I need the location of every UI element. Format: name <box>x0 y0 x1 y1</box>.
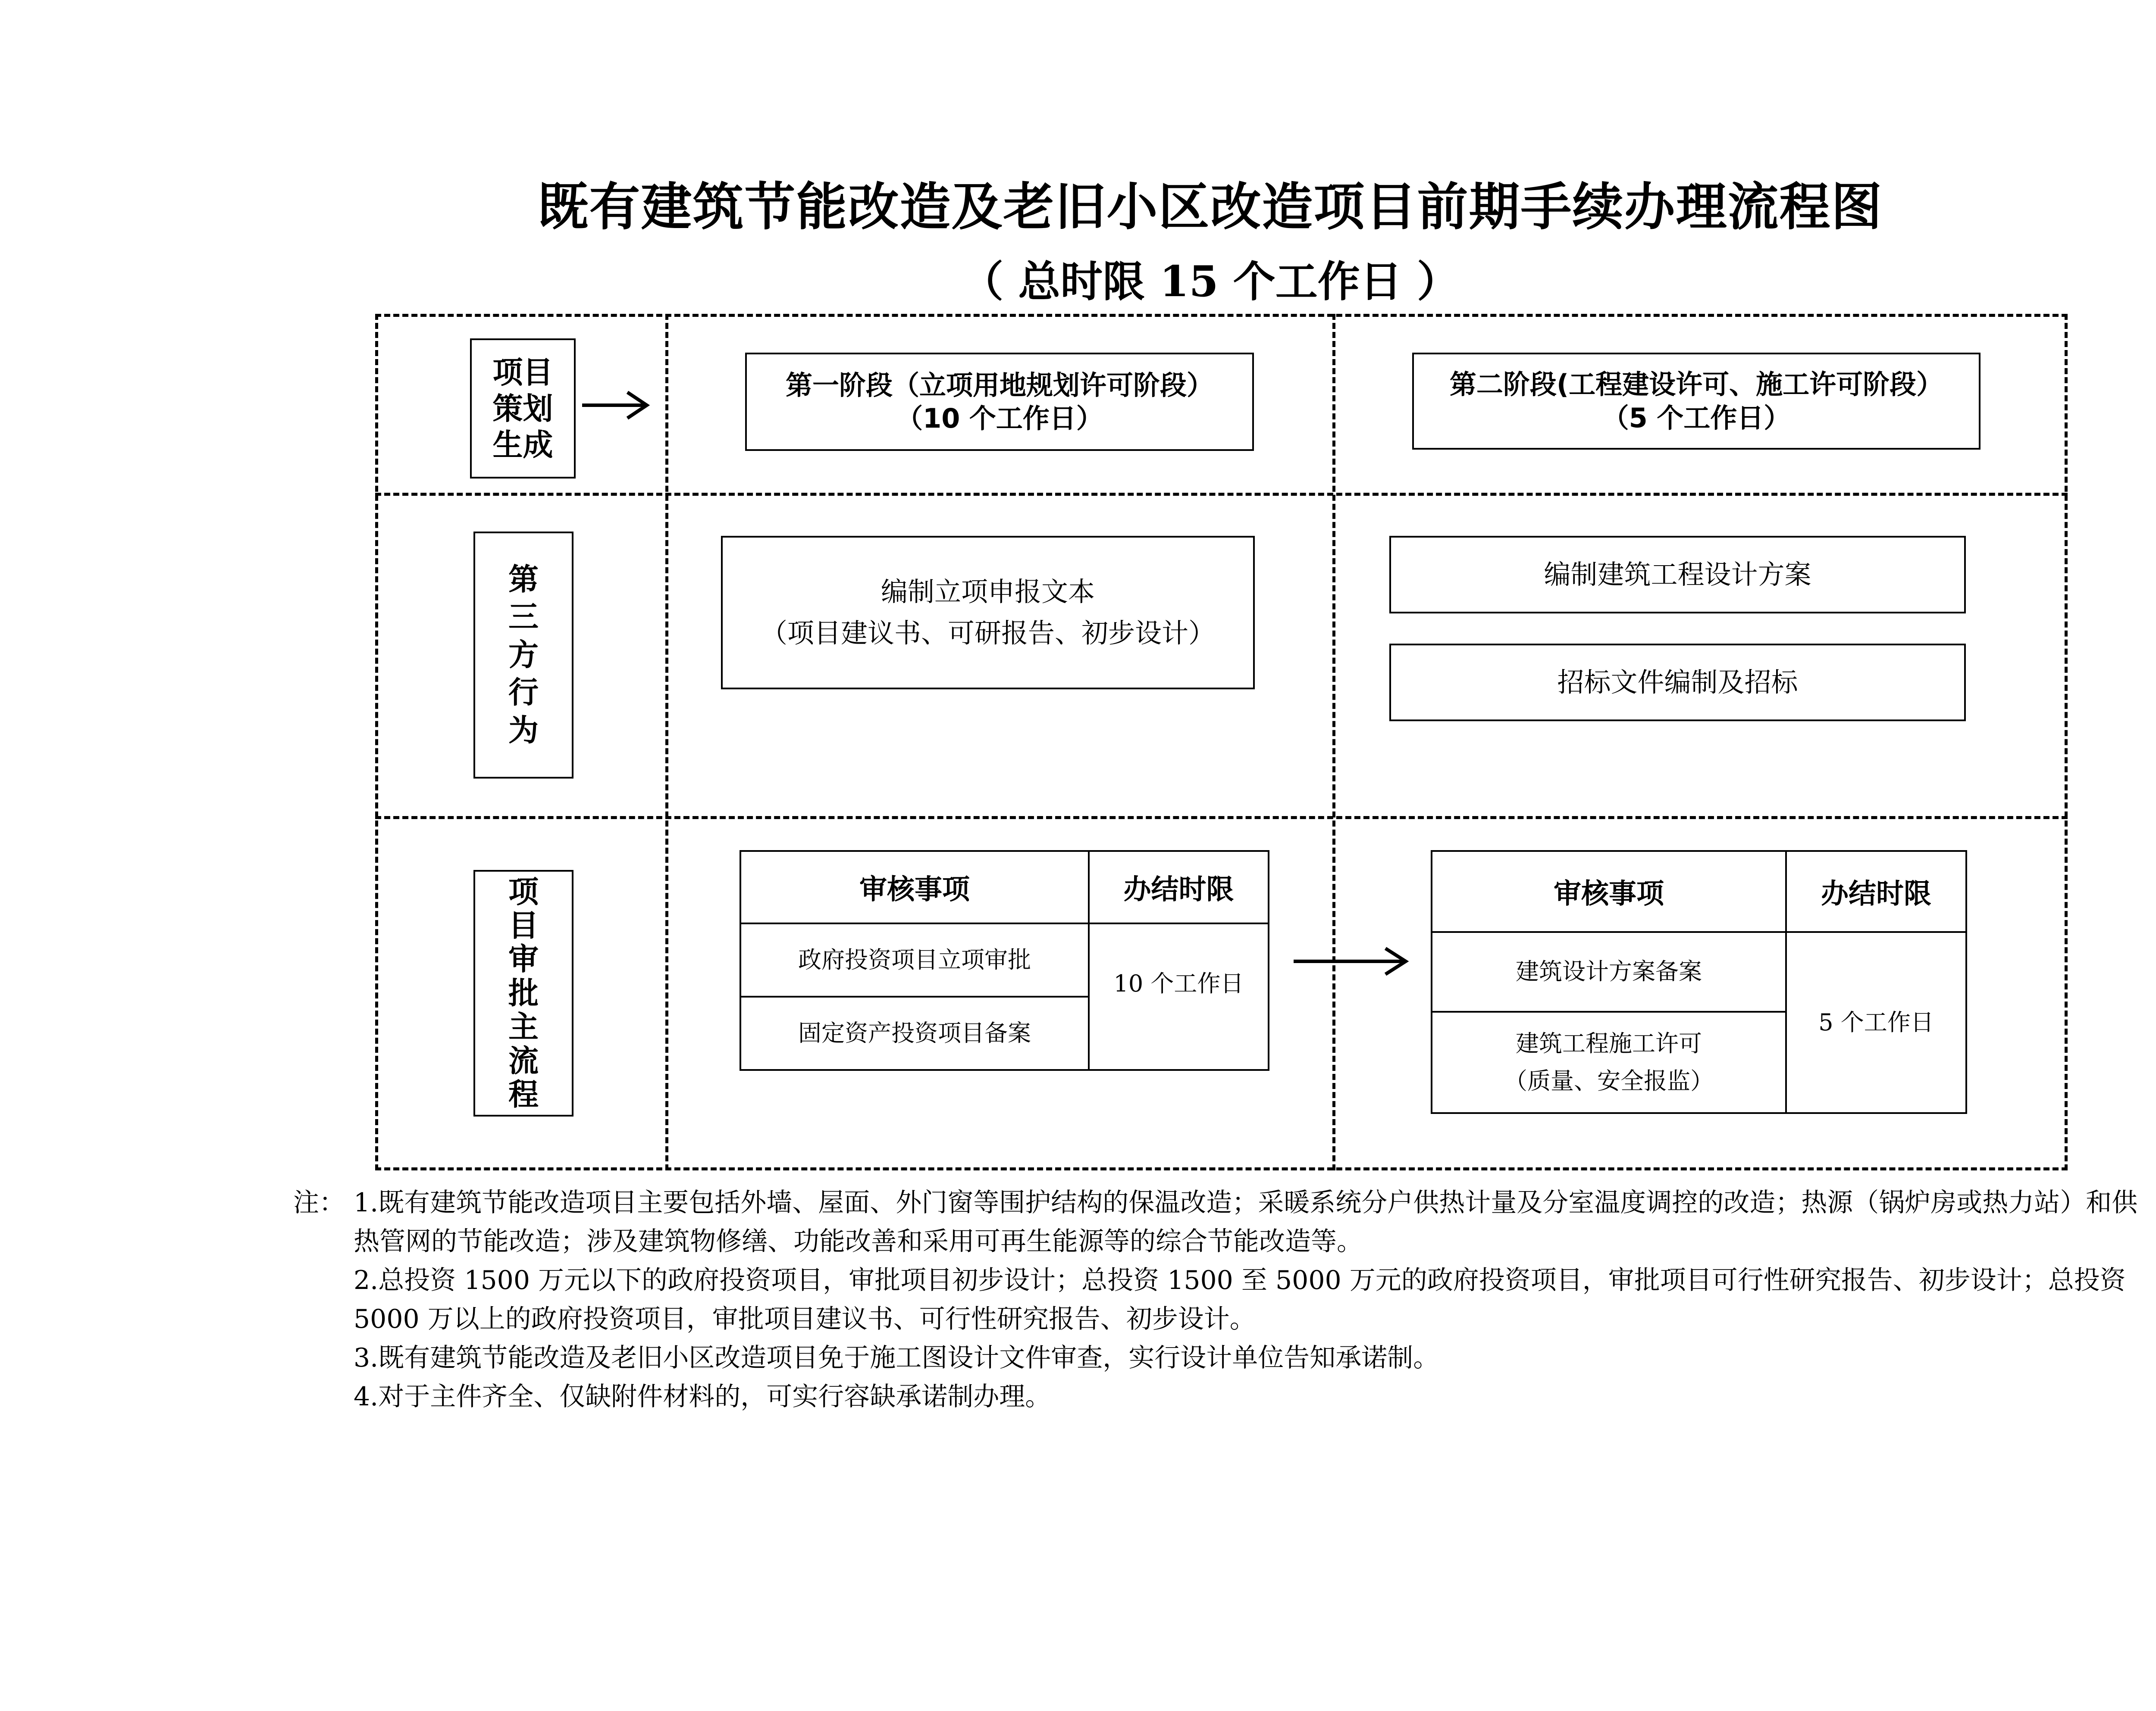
note-text-4: 4.对于主件齐全、仅缺附件材料的，可实行容缺承诺制办理。 <box>354 1382 1051 1412</box>
row-label-approval-text: 项目审批主流程 <box>508 874 539 1112</box>
grid-line-left <box>375 314 378 1170</box>
stage2-third-party-box-2 <box>1389 644 1966 721</box>
page-title: 既有建筑节能改造及老旧小区改造项目前期手续办理流程图 <box>537 177 1883 237</box>
stage2-table-item-1-line1: 建筑设计方案备案 <box>1516 958 1702 985</box>
stage2-third-party-2: 招标文件编制及招标 <box>1557 666 1798 698</box>
arrow-planning-to-stage1 <box>580 388 653 422</box>
grid-line-bottom <box>375 1167 2068 1170</box>
note-item-2 <box>293 1261 2156 1339</box>
stage1-table-header-item: 审核事项 <box>740 851 1089 923</box>
row-label-third-party <box>473 532 573 779</box>
stage1-table-time: 10 个工作日 <box>1089 923 1269 1070</box>
note-text-2: 2.总投资 1500 万元以下的政府投资项目，审批项目初步设计；总投资 1500 至 5000 万元的政府投资项目，审批项目可行性研究报告、初步设计；总投资 5000 万以上的政府投资项目，审批项目建议书、可行性研究报告、初步设计。 <box>354 1265 2126 1334</box>
grid-line-col1 <box>665 314 668 1170</box>
stage1-third-party-line2: （项目建议书、可研报告、初步设计） <box>760 617 1215 649</box>
grid-line-col2 <box>1332 314 1335 1170</box>
stage2-third-party-box-1 <box>1389 536 1966 613</box>
stage2-approval-table <box>1431 850 1967 1114</box>
row-label-third-party-text: 第三方行为 <box>508 561 539 748</box>
stage2-table-item-2-line2: （质量、安全报监） <box>1504 1067 1714 1095</box>
stage2-table-time: 5 个工作日 <box>1786 932 1966 1113</box>
grid-line-row2 <box>375 816 2068 819</box>
note-text-3: 3.既有建筑节能改造及老旧小区改造项目免于施工图设计文件审查，实行设计单位告知承诺制。 <box>354 1343 1439 1373</box>
stage1-third-party-box <box>721 536 1255 689</box>
stage1-table-header-time: 办结时限 <box>1089 851 1269 923</box>
note-text-1: 1.既有建筑节能改造项目主要包括外墙、屋面、外门窗等围护结构的保温改造；采暖系统分户供热计量及分室温度调控的改造；热源（锅炉房或热力站）和供热管网的节能改造；涉及建筑物修缮、功能改善和采用可再生能源等的综合节能改造等。 <box>354 1188 2138 1257</box>
page-subtitle: （ 总时限 15 个工作日 ） <box>961 257 1459 307</box>
note-item-1 <box>293 1183 2156 1261</box>
stage1-table-item-2: 固定资产投资项目备案 <box>740 997 1089 1070</box>
stage1-duration: （10 个工作日） <box>896 403 1103 434</box>
row-label-approval <box>473 870 573 1117</box>
grid-line-right <box>2065 314 2068 1170</box>
stage2-table-item-2-line1: 建筑工程施工许可 <box>1516 1030 1702 1057</box>
arrow-stage1-to-stage2 <box>1291 944 1412 979</box>
grid-line-row1 <box>375 493 2068 496</box>
row-label-planning-text: 项目策划生成 <box>492 354 553 463</box>
stage1-approval-table <box>740 850 1269 1071</box>
notes <box>293 1183 2156 1416</box>
notes-prefix: 注： <box>293 1188 345 1218</box>
stage1-header <box>745 353 1254 451</box>
stage1-name: 第一阶段（立项用地规划许可阶段） <box>785 369 1213 401</box>
grid-line-top <box>375 314 2068 317</box>
stage2-table-header-item: 审核事项 <box>1432 851 1786 932</box>
stage2-name: 第二阶段(工程建设许可、施工许可阶段） <box>1449 369 1943 400</box>
stage2-third-party-1: 编制建筑工程设计方案 <box>1544 558 1811 590</box>
note-item-3 <box>293 1339 2156 1377</box>
note-item-4 <box>293 1377 2156 1416</box>
row-label-planning <box>470 338 576 479</box>
stage1-third-party-line1: 编制立项申报文本 <box>881 576 1095 607</box>
stage2-table-header-time: 办结时限 <box>1786 851 1966 932</box>
stage2-header <box>1412 353 1981 450</box>
stage2-table-item-1 <box>1432 932 1786 1012</box>
stage2-table-item-2 <box>1432 1012 1786 1113</box>
stage2-duration: （5 个工作日） <box>1602 402 1791 434</box>
stage1-table-item-1: 政府投资项目立项审批 <box>740 923 1089 997</box>
